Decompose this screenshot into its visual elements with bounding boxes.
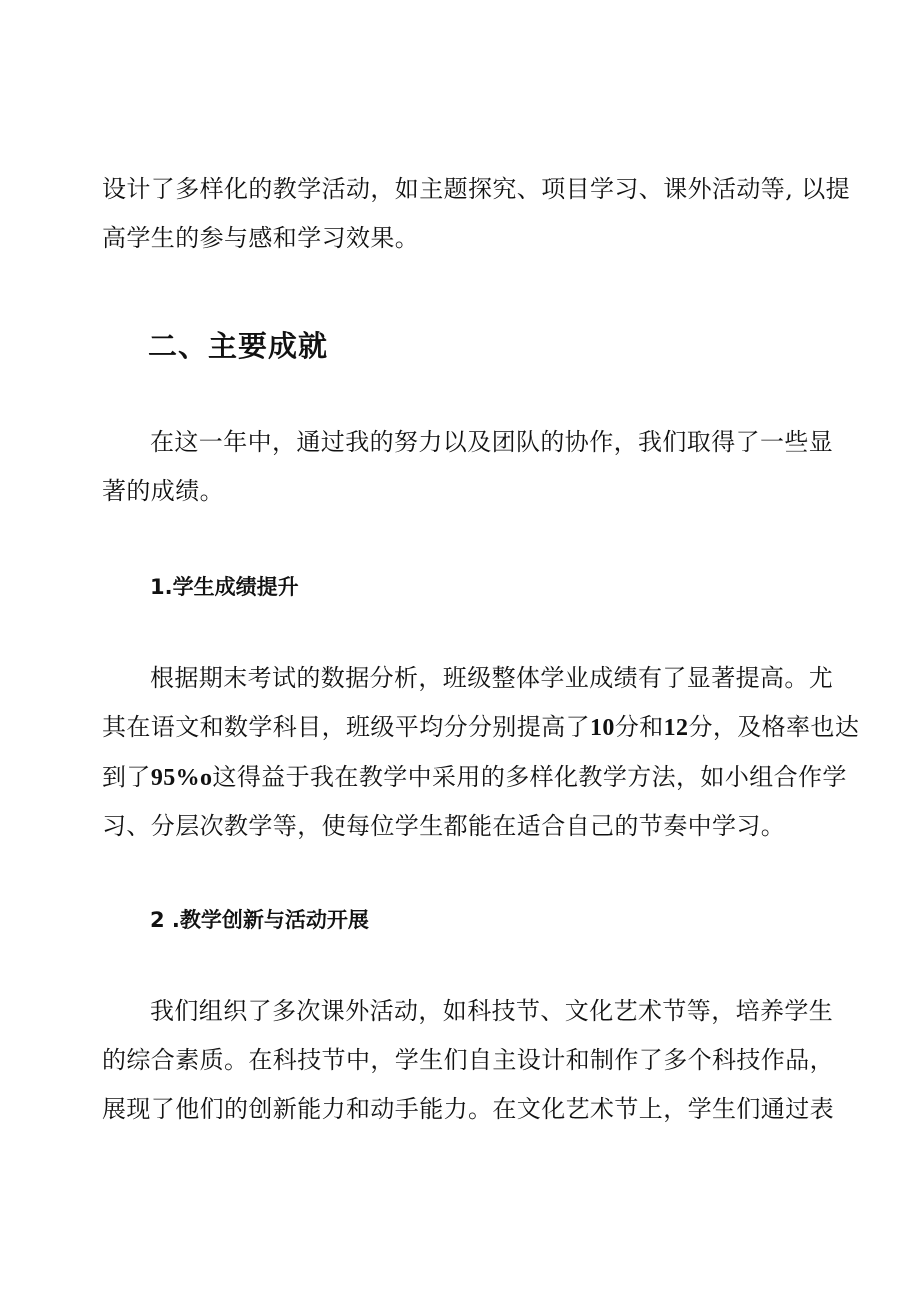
item2-paragraph-line-1: 我们组织了多次课外活动，如科技节、文化艺术节等，培养学生 — [150, 997, 834, 1025]
intro-line-1: 设计了多样化的教学活动，如主题探究、项目学习、课外活动等, 以提 — [102, 175, 851, 203]
item2-paragraph-line-2: 的综合素质。在科技节中，学生们自主设计和制作了多个科技作品， — [102, 1046, 834, 1074]
intro-line-2: 高学生的参与感和学习效果。 — [102, 224, 420, 252]
subheading-teaching-innovation: 2 .教学创新与活动开展 — [150, 908, 369, 932]
item1-paragraph-line-3: 到了95%o这得益于我在教学中采用的多样化教学方法，如小组合作学 — [102, 763, 847, 791]
item1-paragraph-line-1: 根据期末考试的数据分析，班级整体学业成绩有了显著提高。尤 — [150, 664, 834, 692]
section2-intro-line-2: 著的成绩。 — [102, 477, 224, 505]
section-heading-main-achievements: 二、主要成就 — [148, 329, 329, 363]
item1-paragraph-line-4: 习、分层次教学等，使每位学生都能在适合自己的节奏中学习。 — [102, 812, 786, 840]
item1-paragraph-line-2: 其在语文和数学科目，班级平均分分别提高了10分和12分，及格率也达 — [102, 713, 860, 741]
item2-paragraph-line-3: 展现了他们的创新能力和动手能力。在文化艺术节上，学生们通过表 — [102, 1095, 834, 1123]
subheading-student-scores: 1.学生成绩提升 — [150, 575, 299, 599]
section2-intro-line-1: 在这一年中，通过我的努力以及团队的协作，我们取得了一些显 — [150, 428, 834, 456]
